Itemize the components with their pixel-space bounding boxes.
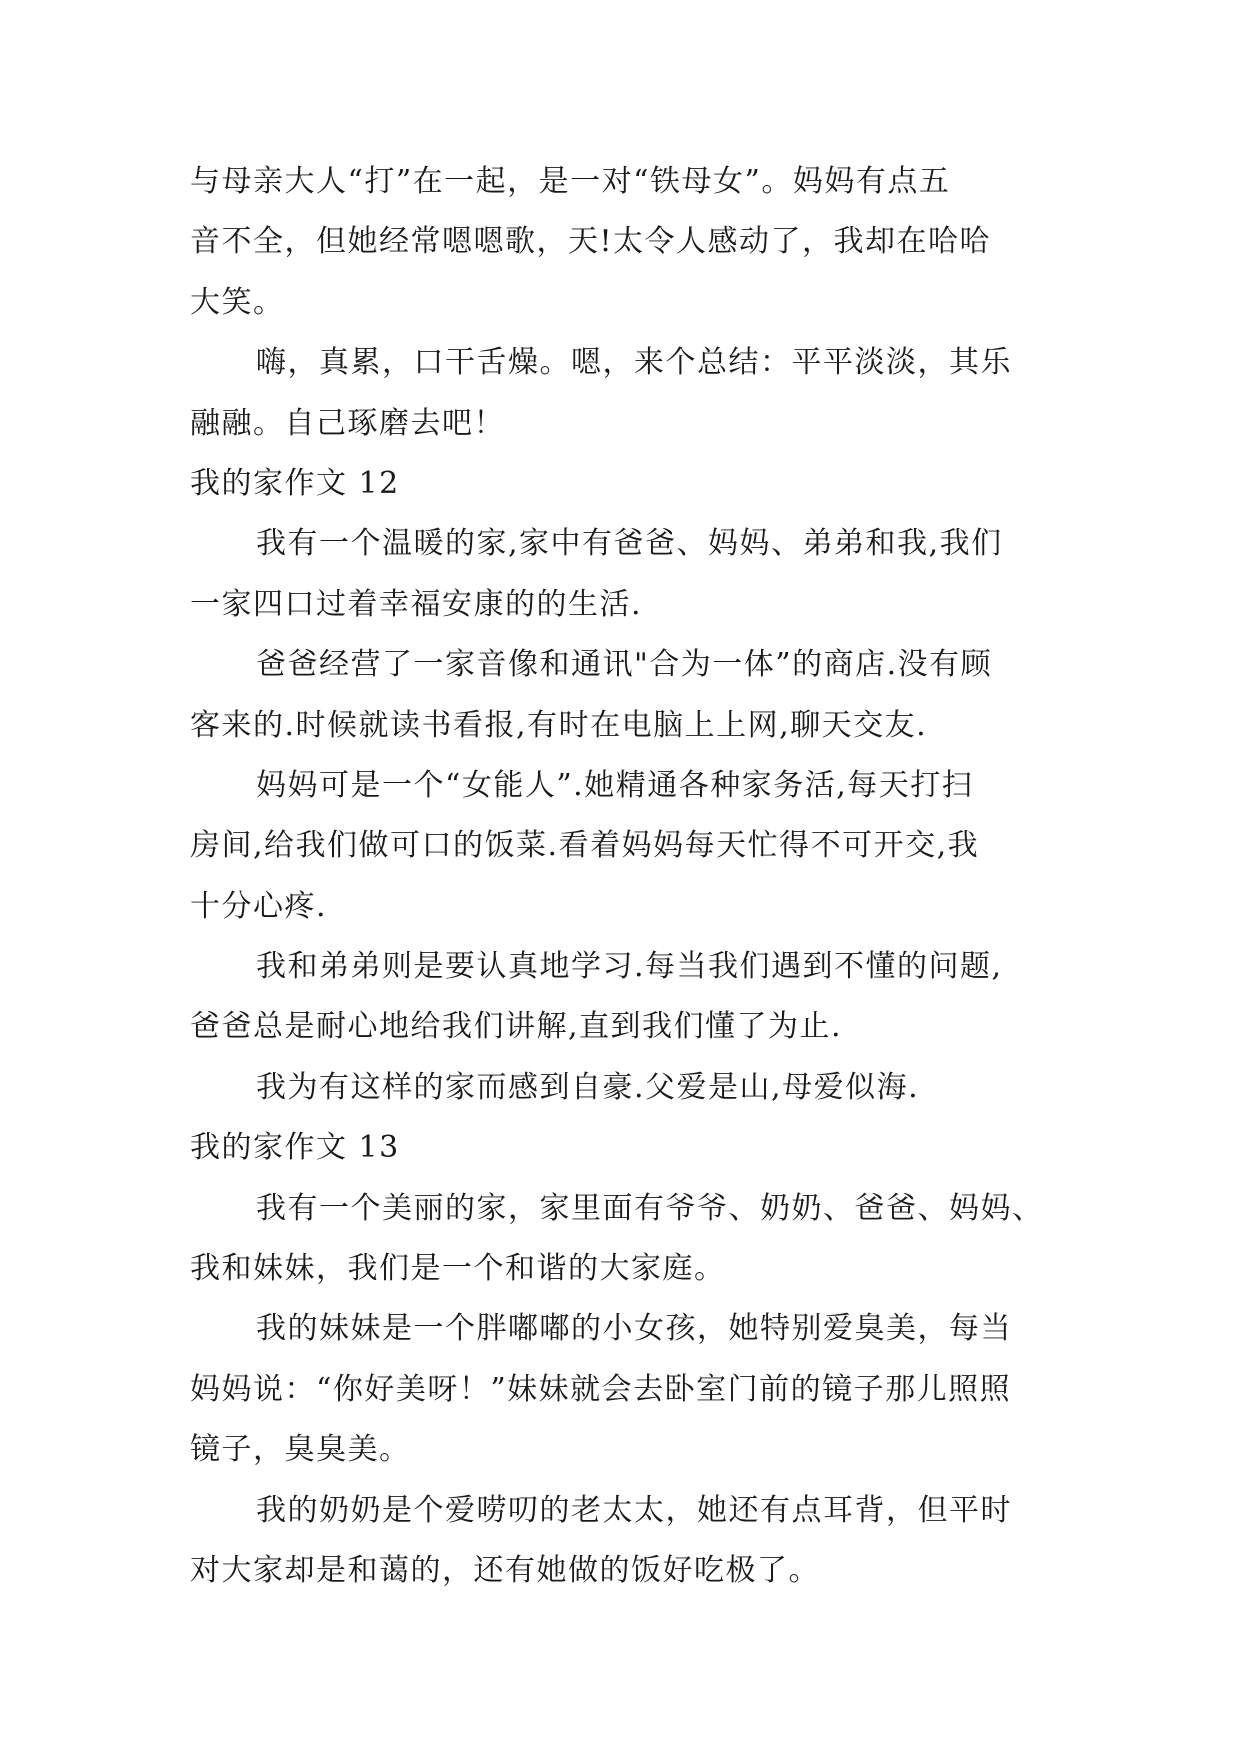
paragraph-line: 嗨，真累，口干舌燥。嗯，来个总结：平平淡淡，其乐 [256,345,1012,381]
paragraph-line: 一家四口过着幸福安康的的生活. [190,586,643,622]
essay-body [190,152,1070,1601]
paragraph-line: 妈妈可是一个“女能人”.她精通各种家务活,每天打扫 [256,767,974,803]
paragraph-line: 我为有这样的家而感到自豪.父爱是山,母爱似海. [256,1069,920,1105]
paragraph-line: 爸爸经营了一家音像和通讯"合为一体”的商店.没有顾 [256,647,993,683]
paragraph-line: 爸爸总是耐心地给我们讲解,直到我们懂了为止. [190,1009,843,1045]
paragraph-line: 妈妈说：“你好美呀！”妹妹就会去卧室门前的镜子那儿照照 [190,1371,1012,1407]
paragraph-line: 我和妹妹，我们是一个和谐的大家庭。 [190,1251,726,1287]
paragraph-line: 我的奶奶是个爱唠叨的老太太，她还有点耳背，但平时 [256,1492,1012,1528]
section-heading: 我的家作文 12 [190,465,400,501]
paragraph-line: 音不全，但她经常嗯嗯歌，天!太令人感动了，我却在哈哈 [190,224,992,260]
paragraph-line: 融融。自己琢磨去吧！ [190,405,505,441]
paragraph-line: 镜子，臭臭美。 [190,1432,411,1468]
paragraph-line: 客来的.时候就读书看报,有时在电脑上上网,聊天交友. [190,707,928,743]
paragraph-line: 我和弟弟则是要认真地学习.每当我们遇到不懂的问题, [256,949,1003,985]
paragraph-line: 大笑。 [190,284,285,320]
paragraph-line: 与母亲大人“打”在一起，是一对“铁母女”。妈妈有点五 [190,164,951,199]
paragraph-line: 对大家却是和蔼的，还有她做的饭好吃极了。 [190,1552,820,1588]
paragraph-line: 十分心疼. [190,888,328,924]
paragraph-line: 房间,给我们做可口的饭菜.看着妈妈每天忙得不可开交,我 [190,828,980,864]
paragraph-line: 我有一个美丽的家，家里面有爷爷、奶奶、爸爸、妈妈、 [256,1190,1044,1226]
paragraph-line: 我的妹妹是一个胖嘟嘟的小女孩，她特别爱臭美，每当 [256,1311,1012,1347]
paragraph-line: 我有一个温暖的家,家中有爸爸、妈妈、弟弟和我,我们 [256,526,1003,562]
section-heading: 我的家作文 13 [190,1130,400,1166]
